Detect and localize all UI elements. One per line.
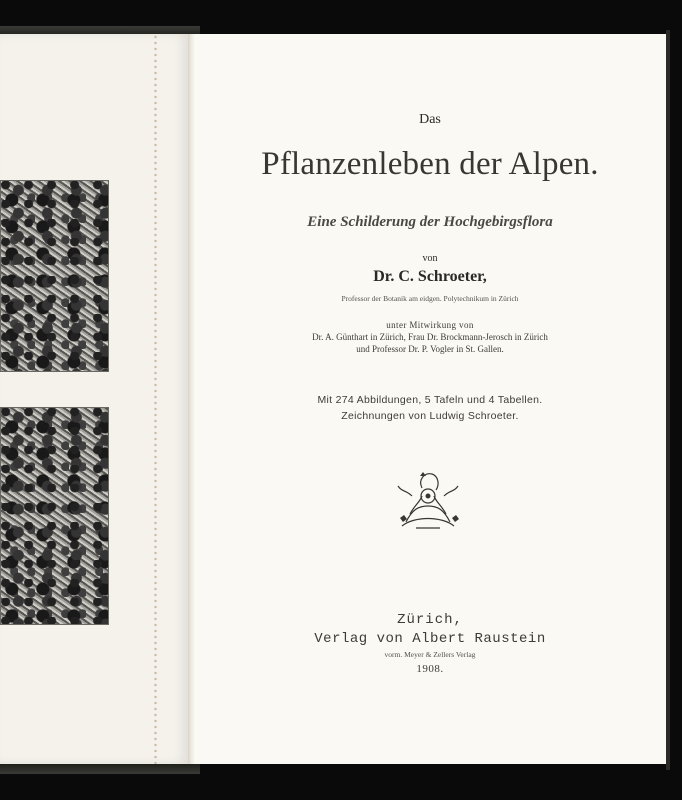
publisher: Verlag von Albert Raustein <box>314 631 546 647</box>
publication-year: 1908. <box>416 663 444 675</box>
illustrations-line-2: Zeichnungen von Ludwig Schroeter. <box>341 410 519 422</box>
left-page <box>0 34 188 764</box>
author-name: Dr. C. Schroeter, <box>373 268 487 285</box>
collaboration-line-1: unter Mitwirkung von <box>386 320 474 330</box>
by-line: von <box>422 253 438 264</box>
publisher-former-name: vorm. Meyer & Zellers Verlag <box>384 650 476 659</box>
printer-vignette-icon <box>392 466 464 534</box>
photo-plate-top <box>0 180 109 372</box>
title-prefix: Das <box>419 112 441 127</box>
photo-plate-bottom <box>0 407 109 625</box>
author-affiliation: Professor der Botanik am eidgen. Polytechnikum in Zürich <box>341 294 519 303</box>
book-title: Pflanzenleben der Alpen. <box>261 146 599 182</box>
publication-city: Zürich, <box>397 612 463 628</box>
book-cover-right-edge <box>666 30 670 770</box>
book-cover-bottom-edge <box>0 764 200 774</box>
book-subtitle: Eine Schilderung der Hochgebirgsflora <box>307 214 553 230</box>
collaboration-line-2: Dr. A. Günthart in Zürich, Frau Dr. Brockmann-Jerosch in Zürich <box>312 332 548 342</box>
illustrations-line-1: Mit 274 Abbildungen, 5 Tafeln und 4 Tabellen. <box>317 394 543 406</box>
perforation-line <box>154 34 157 764</box>
collaboration-line-3: und Professor Dr. P. Vogler in St. Gallen. <box>356 344 504 354</box>
